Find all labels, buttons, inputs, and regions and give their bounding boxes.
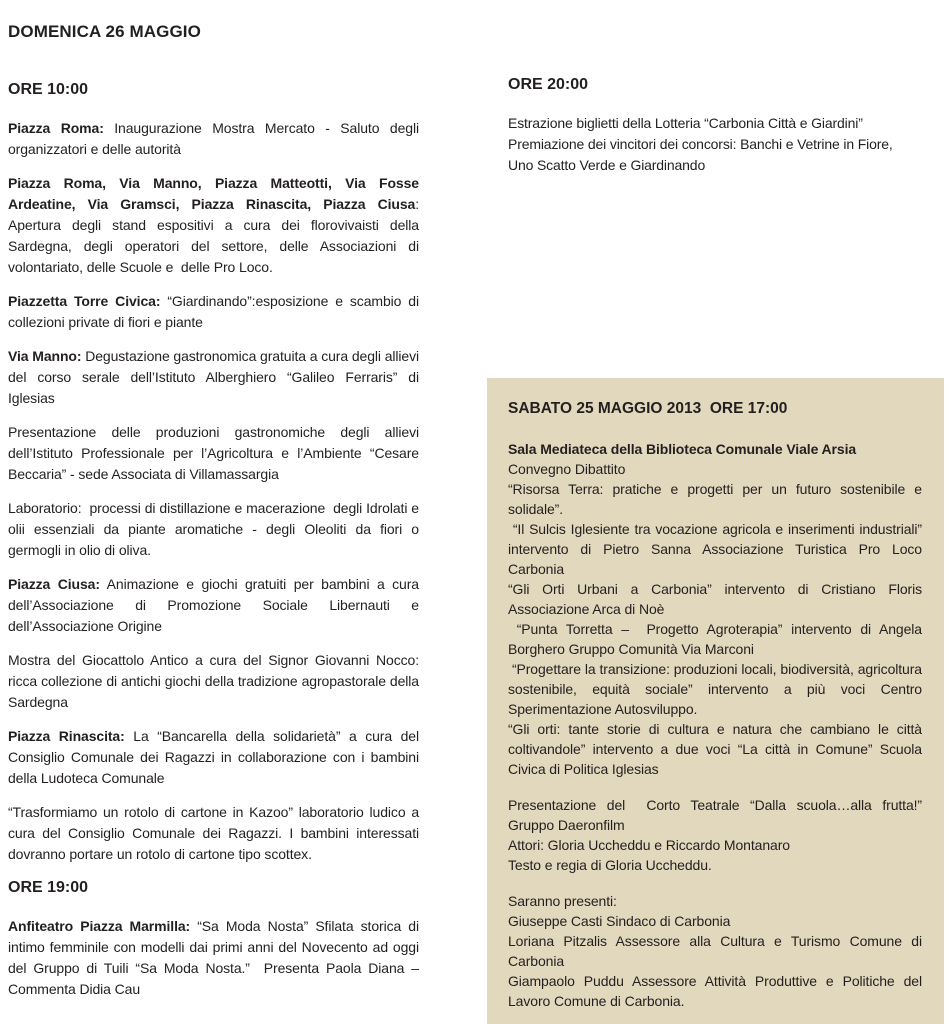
box-paragraph: “Progettare la transizione: produzioni locali, biodiversità, agricoltura sostenibile, equità sociale” intervento a più voci Centro Sperimentazione Autosviluppo. [508, 661, 922, 717]
box-presentation-line: Presentazione del Corto Teatrale “Dalla scuola…alla frutta!” Gruppo Daeronfilm [508, 797, 922, 833]
box-venue: Sala Mediateca della Biblioteca Comunale Viale Arsia [508, 441, 857, 457]
box-presentation-line: Testo e regia di Gloria Uccheddu. [508, 857, 712, 873]
sunday-column [8, 22, 419, 1013]
box-paragraph: “Gli orti: tante storie di cultura e natura che cambiano le città coltivandole” intervento a due voci “La città in Comune” Scuola Civica di Politica Iglesias [508, 721, 922, 777]
event-description: Degustazione gastronomica gratuita a cura degli allievi del corso serale dell’Istituto Alberghiero “Galileo Ferraris” di Iglesias [8, 348, 420, 406]
event-location-label: Piazzetta Torre Civica: [8, 293, 161, 309]
event-paragraph [8, 291, 419, 333]
event-line: Premiazione dei vincitori dei concorsi: Banchi e Vetrine in Fiore, [508, 136, 893, 152]
box-paragraph: Convegno Dibattito [508, 461, 626, 477]
box-paragraph: “Gli Orti Urbani a Carbonia” intervento di Cristiano Floris Associazione Arca di Noè [508, 581, 922, 617]
event-description: “Trasformiamo un rotolo di cartone in Kazoo” laboratorio ludico a cura del Consiglio Comunale dei Ragazzi. I bambini interessati dovranno portare un rotolo di cartone tipo scottex. [8, 804, 419, 862]
box-attendee: Loriana Pitzalis Assessore alla Cultura e Turismo Comune di Carbonia [508, 933, 922, 969]
box-attendee: Giampaolo Puddu Assessore Attività Produttive e Politiche del Lavoro Comune di Carbonia. [508, 973, 922, 1009]
box-attendee: Giuseppe Casti Sindaco di Carbonia [508, 913, 731, 929]
box-presentation-line: Attori: Gloria Uccheddu e Riccardo Montanaro [508, 837, 790, 853]
event-paragraph [8, 726, 419, 789]
event-paragraph [8, 118, 419, 160]
event-description: “Giardinando”:esposizione e scambio di collezioni private di fiori e piante [8, 293, 419, 330]
event-location-label: Piazza Ciusa: [8, 576, 100, 592]
box-paragraph: “Risorsa Terra: pratiche e progetti per un futuro sostenibile e solidale”. [508, 481, 922, 517]
event-line: Uno Scatto Verde e Giardinando [508, 157, 706, 173]
event-description: Presentazione delle produzioni gastronomiche degli allievi dell’Istituto Professionale per l’Agricoltura e l’Ambiente “Cesare Beccaria” - sede Associata di Villamassargia [8, 424, 419, 482]
event-location-label: Piazza Rinascita: [8, 728, 125, 744]
event-paragraph [8, 422, 419, 485]
saturday-box [487, 378, 944, 1024]
event-paragraph [8, 498, 419, 561]
event-line: Estrazione biglietti della Lotteria “Carbonia Città e Giardini” [508, 115, 863, 131]
event-location-label: Piazza Roma, Via Manno, Piazza Matteotti, Via Fosse Ardeatine, Via Gramsci, Piazza Rinascita, Piazza Ciusa [8, 175, 419, 212]
event-paragraph [8, 802, 419, 865]
box-attendees-label: Saranno presenti: [508, 893, 617, 909]
event-location-label: Piazza Roma: [8, 120, 104, 136]
time-heading-20: ORE 20:00 [508, 76, 589, 93]
event-description: La “Bancarella della solidarietà” a cura del Consiglio Comunale dei Ragazzi in collaborazione con i bambini della Ludoteca Comunale [8, 728, 420, 786]
time-heading-10: ORE 10:00 [8, 81, 89, 98]
event-description: Inaugurazione Mostra Mercato - Saluto degli organizzatori e delle autorità [8, 120, 419, 157]
event-paragraph [8, 346, 419, 409]
box-paragraph: “Il Sulcis Iglesiente tra vocazione agricola e inserimenti industriali” intervento di Pietro Sanna Associazione Turistica Pro Loco Carbonia [508, 521, 922, 577]
event-paragraph [8, 574, 419, 637]
event-description: Laboratorio: processi di distillazione e macerazione degli Idrolati e olii essenziali da piante aromatiche - degli Oleoliti da fiori o germogli in olio di oliva. [8, 500, 419, 558]
event-description: Mostra del Giocattolo Antico a cura del Signor Giovanni Nocco: ricca collezione di antichi giochi della tradizione agropastorale della Sardegna [8, 652, 419, 710]
event-description: “Sa Moda Nosta” Sfilata storica di intimo femminile con modelli dai primi anni del Novecento ad oggi del Gruppo di Tuili “Sa Moda Nosta.” Presenta Paola Diana – Commenta Didia Cau [8, 918, 419, 997]
box-paragraph: “Punta Torretta – Progetto Agroterapia” intervento di Angela Borghero Gruppo Comunità Via Marconi [508, 621, 922, 657]
event-description: Animazione e giochi gratuiti per bambini a cura dell’Associazione di Promozione Sociale Libernauti e dell’Associazione Origine [8, 576, 419, 634]
time-heading-19: ORE 19:00 [8, 879, 89, 896]
event-paragraph [8, 650, 419, 713]
event-description: : Apertura degli stand espositivi a cura dei florovivaisti della Sardegna, degli operatori del settore, delle Associazioni di volontariato, delle Scuole e delle Pro Loco. [8, 196, 419, 275]
event-location-label: Via Manno: [8, 348, 82, 364]
evening-section [508, 75, 948, 176]
day-title: DOMENICA 26 MAGGIO [8, 22, 201, 41]
event-paragraph [8, 916, 419, 1000]
event-location-label: Anfiteatro Piazza Marmilla: [8, 918, 191, 934]
event-paragraph [8, 173, 419, 278]
box-date-heading: SABATO 25 MAGGIO 2013 ORE 17:00 [508, 400, 788, 417]
